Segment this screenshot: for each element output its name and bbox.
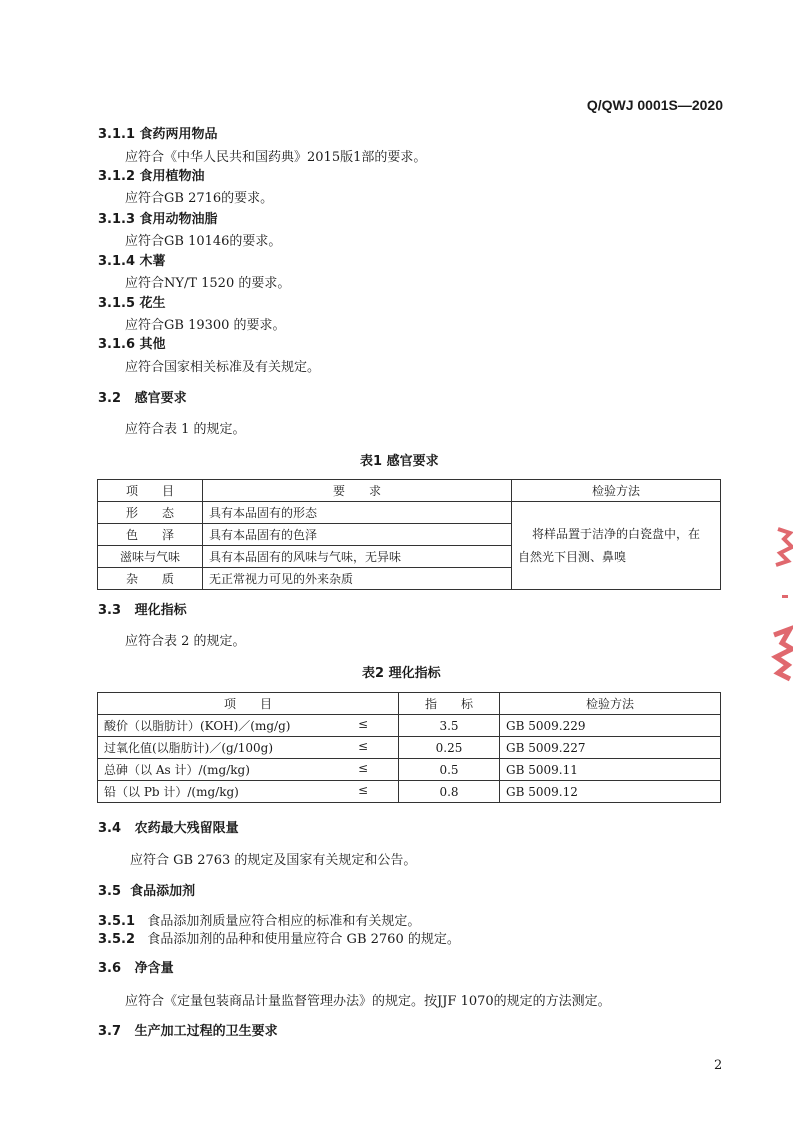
section-3-1-5-text: 应符合GB 19300 的要求。 xyxy=(125,318,286,333)
table2-cell-method: GB 5009.11 xyxy=(500,759,721,781)
table2-physicochemical xyxy=(97,692,721,803)
table1-cell-method xyxy=(512,502,721,590)
section-3-1-1-heading: 3.1.1 食药两用物品 xyxy=(98,127,218,142)
section-3-1-2-text: 应符合GB 2716的要求。 xyxy=(125,191,274,206)
section-3-3-heading: 3.3 理化指标 xyxy=(98,603,187,618)
table1-cell-item: 滋味与气味 xyxy=(98,546,203,568)
section-3-4-heading: 3.4 农药最大残留限量 xyxy=(98,821,239,836)
section-3-1-4-heading: 3.1.4 木薯 xyxy=(98,254,166,269)
seal-stamp-fragment xyxy=(770,525,793,692)
table1-header-method: 检验方法 xyxy=(512,480,721,502)
table2-cell-value: 0.8 xyxy=(399,781,500,803)
table1-method-line2: 自然光下目测、鼻嗅 xyxy=(518,549,627,564)
table2-cell-method: GB 5009.229 xyxy=(500,715,721,737)
table1-cell-item: 形 态 xyxy=(98,502,203,524)
section-3-5-1: 3.5.1 食品添加剂质量应符合相应的标准和有关规定。 xyxy=(98,914,421,929)
section-3-6-heading: 3.6 净含量 xyxy=(98,961,174,976)
page-number: 2 xyxy=(714,1058,723,1073)
table2-cell-item: 总砷（以 As 计）/(mg/kg) ≤ xyxy=(98,759,399,781)
section-3-1-2-heading: 3.1.2 食用植物油 xyxy=(98,169,205,184)
section-3-1-1-text: 应符合《中华人民共和国药典》2015版1部的要求。 xyxy=(125,150,427,165)
table-row xyxy=(98,759,721,781)
table2-header-item: 项 目 xyxy=(98,693,399,715)
table2-cell-item: 铅（以 Pb 计）/(mg/kg) ≤ xyxy=(98,781,399,803)
standard-code: Q/QWJ 0001S—2020 xyxy=(586,97,723,113)
table2-header-index: 指 标 xyxy=(399,693,500,715)
table1-cell-req: 无正常视力可见的外来杂质 xyxy=(203,568,512,590)
section-3-1-6-text: 应符合国家相关标准及有关规定。 xyxy=(125,360,321,375)
table2-caption: 表2 理化指标 xyxy=(362,666,441,681)
table2-cell-item: 酸价（以脂肪计）(KOH)／(mg/g) ≤ xyxy=(98,715,399,737)
section-3-2-text: 应符合表 1 的规定。 xyxy=(125,422,246,437)
section-3-2-heading: 3.2 感官要求 xyxy=(98,391,187,406)
table1-header-item: 项 目 xyxy=(98,480,203,502)
table2-cell-item: 过氧化值(以脂肪计)／(g/100g) ≤ xyxy=(98,737,399,759)
table1-cell-req: 具有本品固有的风味与气味，无异味 xyxy=(203,546,512,568)
table2-cell-value: 0.25 xyxy=(399,737,500,759)
section-3-7-heading: 3.7 生产加工过程的卫生要求 xyxy=(98,1024,278,1039)
table2-cell-value: 3.5 xyxy=(399,715,500,737)
seal-stamp-icon xyxy=(770,525,793,685)
table-row xyxy=(98,737,721,759)
table1-caption: 表1 感官要求 xyxy=(360,454,439,469)
table2-cell-method: GB 5009.227 xyxy=(500,737,721,759)
section-3-1-5-heading: 3.1.5 花生 xyxy=(98,296,166,311)
table2-cell-value: 0.5 xyxy=(399,759,500,781)
section-3-1-3-text: 应符合GB 10146的要求。 xyxy=(125,234,282,249)
table1-cell-item: 色 泽 xyxy=(98,524,203,546)
table-row xyxy=(98,781,721,803)
table1-sensory xyxy=(97,479,721,590)
section-3-5-heading: 3.5 食品添加剂 xyxy=(98,884,196,899)
table2-header-method: 检验方法 xyxy=(500,693,721,715)
section-3-1-4-text: 应符合NY/T 1520 的要求。 xyxy=(125,276,291,291)
section-3-1-3-heading: 3.1.3 食用动物油脂 xyxy=(98,212,218,227)
section-3-3-text: 应符合表 2 的规定。 xyxy=(125,634,246,649)
table1-cell-req: 具有本品固有的色泽 xyxy=(203,524,512,546)
section-3-6-text: 应符合《定量包装商品计量监督管理办法》的规定。按JJF 1070的规定的方法测定。 xyxy=(125,994,611,1009)
table1-method-line1: 将样品置于洁净的白瓷盘中，在 xyxy=(531,526,700,541)
table-row xyxy=(98,715,721,737)
table1-header-req: 要 求 xyxy=(203,480,512,502)
table-row xyxy=(98,502,721,524)
section-3-1-6-heading: 3.1.6 其他 xyxy=(98,337,166,352)
table1-cell-item: 杂 质 xyxy=(98,568,203,590)
table2-cell-method: GB 5009.12 xyxy=(500,781,721,803)
section-3-4-text: 应符合 GB 2763 的规定及国家有关规定和公告。 xyxy=(130,853,417,868)
table1-cell-req: 具有本品固有的形态 xyxy=(203,502,512,524)
section-3-5-2: 3.5.2 食品添加剂的品种和使用量应符合 GB 2760 的规定。 xyxy=(98,932,460,947)
